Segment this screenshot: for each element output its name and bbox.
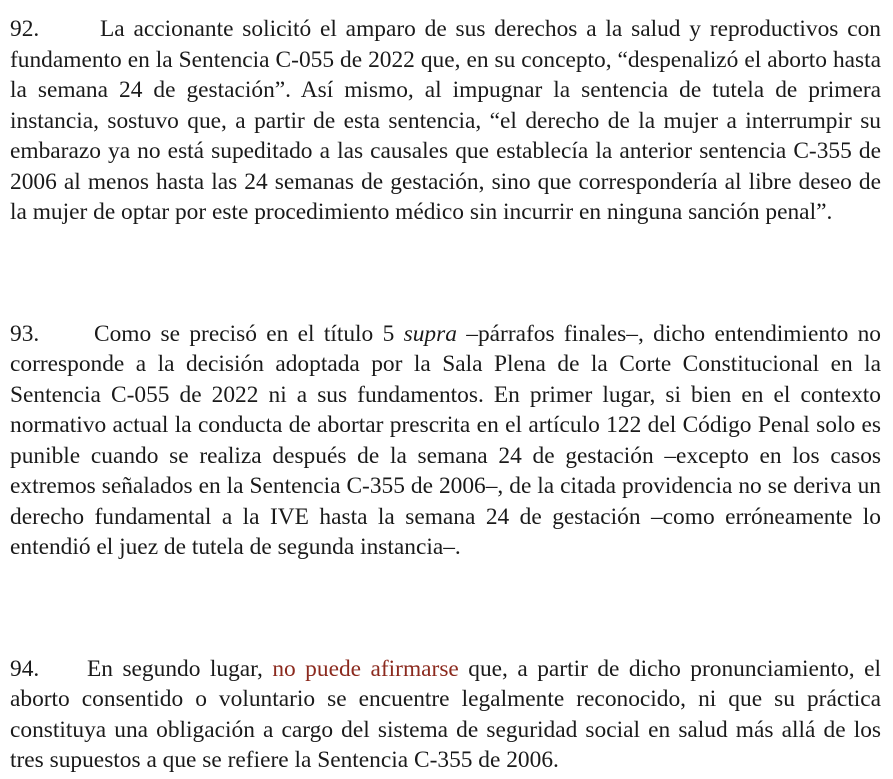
paragraph-number: 93. (10, 320, 40, 347)
paragraph-93 (10, 319, 881, 563)
paragraph-number: 92. (10, 16, 40, 42)
paragraph-94 (10, 654, 881, 776)
paragraph-text-rest: que, a partir de dicho pronunciamiento, el aborto consentido o voluntario se encuentre legalmente reconocido, ni que su práctica constituya una obligación a cargo del sistema de seguridad social en salud más allá de los tres supuestos a que se refiere la Sentencia C-355 de 2006. (10, 655, 881, 773)
paragraph-text-start: Como se precisó en el título 5 (94, 320, 404, 347)
paragraph-92 (10, 14, 881, 228)
italic-term: supra (403, 320, 457, 347)
highlighted-phrase: no puede afirmarse (272, 655, 459, 682)
document-page (10, 14, 881, 776)
paragraph-number: 94. (10, 655, 40, 682)
paragraph-text: La accionante solicitó el amparo de sus derechos a la salud y reproductivos con fundamento en la Sentencia C-055 de 2022 que, en su concepto, “despenalizó el aborto hasta la semana 24 de gestación”. Así mismo, al impugnar la sentencia de tutela de primera instancia, sostuvo que, a partir de esta sentencia, “el derecho de la mujer a interrumpir su embarazo ya no está supeditado a las causales que establecía la anterior sentencia C-355 de 2006 al menos hasta las 24 semanas de gestación, sino que correspondería al libre deseo de la mujer de optar por este procedimiento médico sin incurrir en ninguna sanción penal”. (10, 16, 881, 225)
paragraph-text-rest: –párrafos finales–, dicho entendimiento no corresponde a la decisión adoptada por la Sala Plena de la Corte Constitucional en la Sentencia C-055 de 2022 ni a sus fundamentos. En primer lugar, si bien en el contexto normativo actual la conducta de abortar prescrita en el artículo 122 del Código Penal solo es punible cuando se realiza después de la semana 24 de gestación –excepto en los casos extremos señalados en la Sentencia C-355 de 2006–, de la citada providencia no se deriva un derecho fundamental a la IVE hasta la semana 24 de gestación –como erróneamente lo entendió el juez de tutela de segunda instancia–. (10, 320, 881, 560)
paragraph-text-start: En segundo lugar, (87, 655, 273, 682)
